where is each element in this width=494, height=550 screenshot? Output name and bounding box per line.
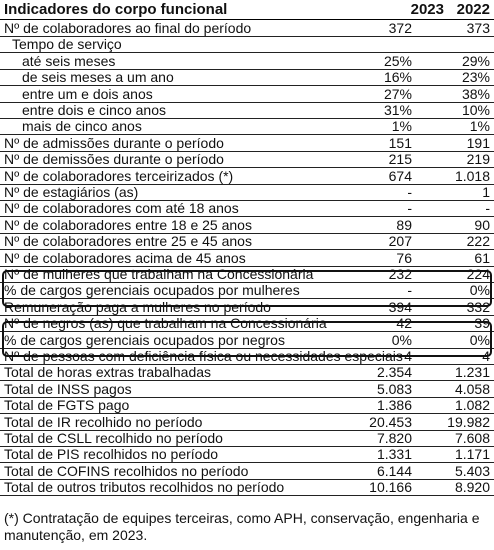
table-row <box>0 69 494 86</box>
value-2022: 224 <box>466 266 490 282</box>
row-label: Nº de pessoas com deficiência física ou necessidades especiais <box>4 348 403 364</box>
table-row <box>0 184 494 201</box>
value-2022: 19.982 <box>447 413 490 430</box>
value-2023: 232 <box>388 266 412 282</box>
value-2023: 16% <box>383 69 412 86</box>
table-row <box>0 200 494 217</box>
table-row <box>0 381 494 398</box>
table-row <box>0 135 494 152</box>
row-label: Total de IR recolhido no período <box>4 413 203 430</box>
row-label: de seis meses a um ano <box>22 69 174 86</box>
value-2022: 23% <box>461 69 490 86</box>
value-2022: 1% <box>469 118 490 135</box>
row-label: Nº de colaboradores entre 25 e 45 anos <box>4 233 252 250</box>
value-2023: 1% <box>391 118 412 135</box>
row-label: Nº de admissões durante o período <box>4 134 224 151</box>
table-row <box>0 151 494 168</box>
value-2022: 39 <box>474 315 490 332</box>
table-row <box>0 446 494 463</box>
value-2022: 1 <box>482 184 490 200</box>
row-label: Remuneração paga a mulheres no período <box>4 298 271 315</box>
value-2022: 332 <box>466 298 490 315</box>
row-label: Total de FGTS pago <box>4 397 130 414</box>
row-label: Nº de colaboradores com até 18 anos <box>4 200 239 217</box>
row-label: Nº de colaboradores terceirizados (*) <box>4 167 234 184</box>
value-2022: - <box>485 200 490 217</box>
row-label: Nº de colaboradores acima de 45 anos <box>4 249 246 266</box>
table-header <box>0 0 494 20</box>
row-label: Total de PIS recolhidos no período <box>4 446 219 463</box>
value-2022: 38% <box>461 85 490 102</box>
footnote: (*) Contratação de equipes terceiras, como APH, conservação, engenharia e manutenção, em 2023. <box>4 510 480 543</box>
row-label: mais de cinco anos <box>22 118 142 135</box>
value-2023: 207 <box>388 233 412 250</box>
value-2023: 6.144 <box>376 462 412 479</box>
value-2022: 90 <box>474 216 490 233</box>
value-2023: - <box>407 200 412 217</box>
value-2022: 0% <box>469 282 490 299</box>
value-2022: 0% <box>469 331 490 348</box>
value-2023: 394 <box>388 298 412 315</box>
value-2023: 4 <box>404 348 412 364</box>
value-2023: 25% <box>383 52 412 69</box>
row-label: entre dois e cinco anos <box>22 102 166 118</box>
table-row <box>0 86 494 103</box>
value-2022: 7.608 <box>454 430 490 446</box>
column-header-2022: 2022 <box>456 1 490 18</box>
value-2022: 219 <box>466 151 490 168</box>
value-2023: 10.166 <box>369 479 412 496</box>
value-2023: 5.083 <box>376 380 412 397</box>
row-label: Tempo de serviço <box>12 36 122 53</box>
table-row <box>0 102 494 119</box>
value-2023: - <box>407 184 412 200</box>
table-row <box>0 168 494 185</box>
row-label: Nº de negros (as) que trabalham na Concessionária <box>4 315 327 332</box>
column-header-2023: 2023 <box>410 1 444 18</box>
row-label: Nº de colaboradores entre 18 e 25 anos <box>4 216 252 233</box>
value-2022: 373 <box>466 20 490 36</box>
value-2023: 42 <box>396 315 412 332</box>
row-label: Total de INSS pagos <box>4 380 132 397</box>
value-2022: 61 <box>474 249 490 266</box>
value-2022: 1.082 <box>454 397 490 414</box>
value-2023: 2.354 <box>376 364 412 381</box>
value-2023: 151 <box>388 134 412 151</box>
value-2023: - <box>407 282 412 299</box>
table-row <box>0 414 494 431</box>
row-label: % de cargos gerenciais ocupados por negros <box>4 331 285 348</box>
table-row <box>0 250 494 267</box>
table-row <box>0 36 494 53</box>
row-label: Nº de demissões durante o período <box>4 151 224 168</box>
value-2022: 5.403 <box>454 462 490 479</box>
row-label: Total de horas extras trabalhadas <box>4 364 212 381</box>
row-label: Nº de estagiários (as) <box>4 184 139 200</box>
value-2022: 29% <box>461 52 490 69</box>
table-row <box>0 479 494 496</box>
value-2023: 20.453 <box>369 413 412 430</box>
value-2022: 191 <box>466 134 490 151</box>
table-row <box>0 430 494 447</box>
value-2023: 674 <box>388 167 412 184</box>
table-row <box>0 217 494 234</box>
value-2022: 1.231 <box>454 364 490 381</box>
value-2023: 1.331 <box>376 446 412 463</box>
value-2023: 1.386 <box>376 397 412 414</box>
value-2022: 4.058 <box>454 380 490 397</box>
row-label: até seis meses <box>22 52 116 69</box>
value-2023: 372 <box>388 20 412 36</box>
value-2022: 1.018 <box>454 167 490 184</box>
table-row <box>0 397 494 414</box>
value-2023: 31% <box>383 102 412 118</box>
row-label: % de cargos gerenciais ocupados por mulheres <box>4 282 300 299</box>
value-2022: 222 <box>466 233 490 250</box>
value-2022: 4 <box>482 348 490 364</box>
value-2023: 7.820 <box>376 430 412 446</box>
table-row <box>0 53 494 70</box>
table-row <box>0 233 494 250</box>
table-row <box>0 364 494 381</box>
row-label: Total de COFINS recolhidos no período <box>4 462 249 479</box>
value-2023: 0% <box>391 331 412 348</box>
value-2022: 10% <box>461 102 490 118</box>
row-label: Nº de mulheres que trabalham na Concessionária <box>4 266 314 282</box>
value-2023: 27% <box>383 85 412 102</box>
row-label: Total de CSLL recolhido no período <box>4 430 223 446</box>
row-label: entre um e dois anos <box>22 85 153 102</box>
table-row <box>0 20 494 37</box>
highlight-box-black-people <box>2 321 492 357</box>
value-2023: 76 <box>396 249 412 266</box>
table-row <box>0 463 494 480</box>
table-title: Indicadores do corpo funcional <box>4 1 228 18</box>
value-2023: 89 <box>396 216 412 233</box>
highlight-box-women <box>2 270 492 307</box>
value-2023: 215 <box>388 151 412 168</box>
value-2022: 1.171 <box>454 446 490 463</box>
row-label: Nº de colaboradores ao final do período <box>4 20 252 36</box>
table-row <box>0 118 494 135</box>
row-label: Total de outros tributos recolhidos no período <box>4 479 285 496</box>
value-2022: 8.920 <box>454 479 490 496</box>
